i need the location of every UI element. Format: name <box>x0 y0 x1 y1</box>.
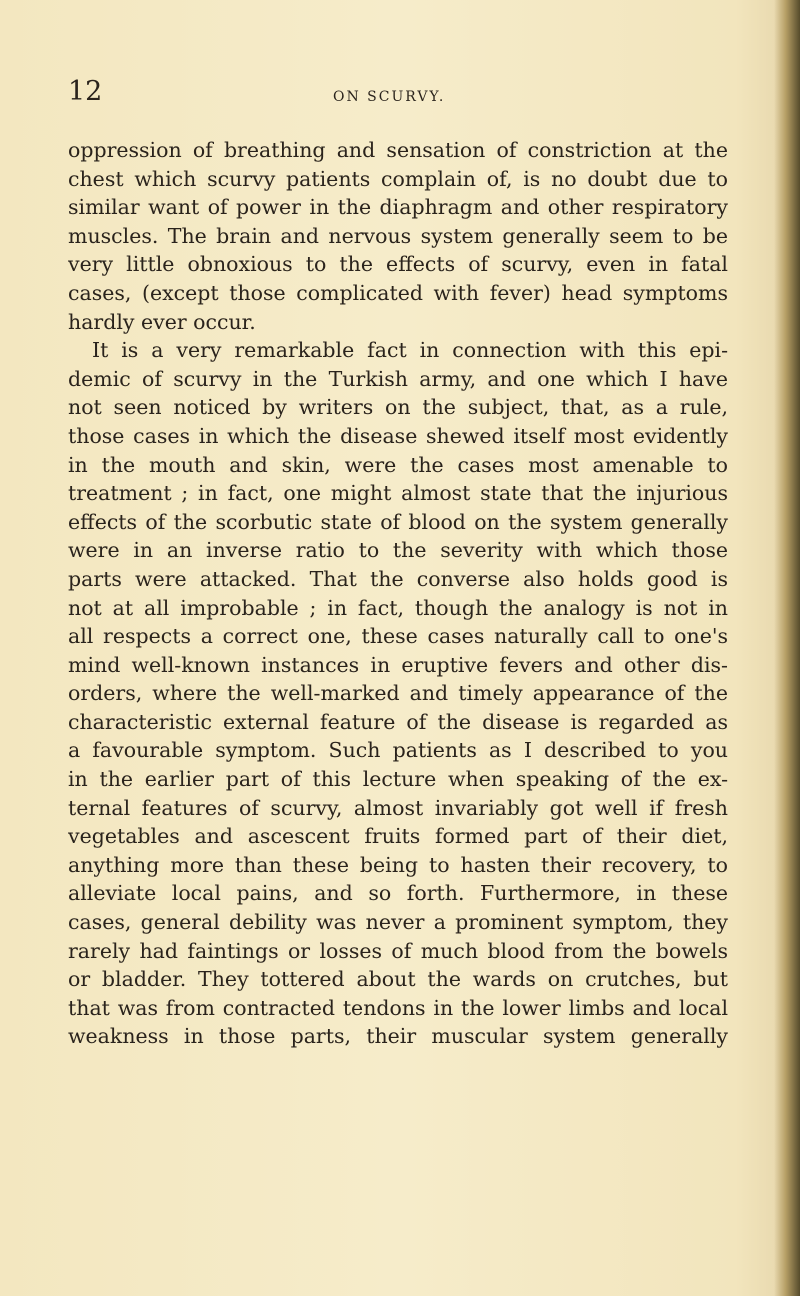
text-line: effects of the scorbutic state of blood on the system generally <box>68 509 728 534</box>
text-line: were in an inverse ratio to the severity with which those <box>68 538 728 563</box>
text-line: cases, general debility was never a prominent symptom, they <box>68 910 728 935</box>
text-line: characteristic external feature of the disease is regarded as <box>68 709 728 734</box>
text-line: chest which scurvy patients complain of, is no doubt due to <box>68 166 728 191</box>
text-line: similar want of power in the diaphragm and other respiratory <box>68 195 728 220</box>
text-line: in the earlier part of this lecture when speaking of the ex- <box>68 767 728 792</box>
text-line: very little obnoxious to the effects of scurvy, even in fatal <box>68 252 728 277</box>
text-line: weakness in those parts, their muscular system generally <box>68 1024 728 1049</box>
text-line: in the mouth and skin, were the cases most amenable to <box>68 452 728 477</box>
text-line: those cases in which the disease shewed itself most evidently <box>68 423 728 448</box>
page-edge-shadow <box>774 0 800 1296</box>
text-line: hardly ever occur. <box>68 309 256 334</box>
page-header <box>68 78 728 118</box>
text-line: not seen noticed by writers on the subject, that, as a rule, <box>68 395 728 420</box>
text-line: that was from contracted tendons in the lower limbs and local <box>68 995 728 1020</box>
text-line: anything more than these being to hasten their recovery, to <box>68 852 728 877</box>
text-line: all respects a correct one, these cases naturally call to one's <box>68 624 728 649</box>
text-line: rarely had faintings or losses of much blood from the bowels <box>68 938 728 963</box>
text-line: ternal features of scurvy, almost invariably got well if fresh <box>68 795 728 820</box>
text-line: or bladder. They tottered about the wards on crutches, but <box>68 967 728 992</box>
running-head: ON SCURVY. <box>333 89 446 105</box>
body-text <box>68 136 728 1051</box>
text-line: orders, where the well-marked and timely appearance of the <box>68 681 728 706</box>
text-line: parts were attacked. That the converse also holds good is <box>68 566 728 591</box>
text-line: mind well-known instances in eruptive fevers and other dis- <box>68 652 728 677</box>
text-line: cases, (except those complicated with fever) head symptoms <box>68 280 728 305</box>
text-line: demic of scurvy in the Turkish army, and one which I have <box>68 366 728 391</box>
text-line: vegetables and ascescent fruits formed part of their diet, <box>68 824 728 849</box>
text-line: alleviate local pains, and so forth. Furthermore, in these <box>68 881 728 906</box>
text-line: oppression of breathing and sensation of constriction at the <box>68 138 728 162</box>
text-line: a favourable symptom. Such patients as I described to you <box>68 738 728 763</box>
text-line: muscles. The brain and nervous system generally seem to be <box>68 223 728 248</box>
text-line: treatment ; in fact, one might almost state that the injurious <box>68 481 728 506</box>
text-line: It is a very remarkable fact in connection with this epi- <box>92 338 728 363</box>
page-number: 12 <box>68 76 103 107</box>
text-line: not at all improbable ; in fact, though the analogy is not in <box>68 595 728 620</box>
